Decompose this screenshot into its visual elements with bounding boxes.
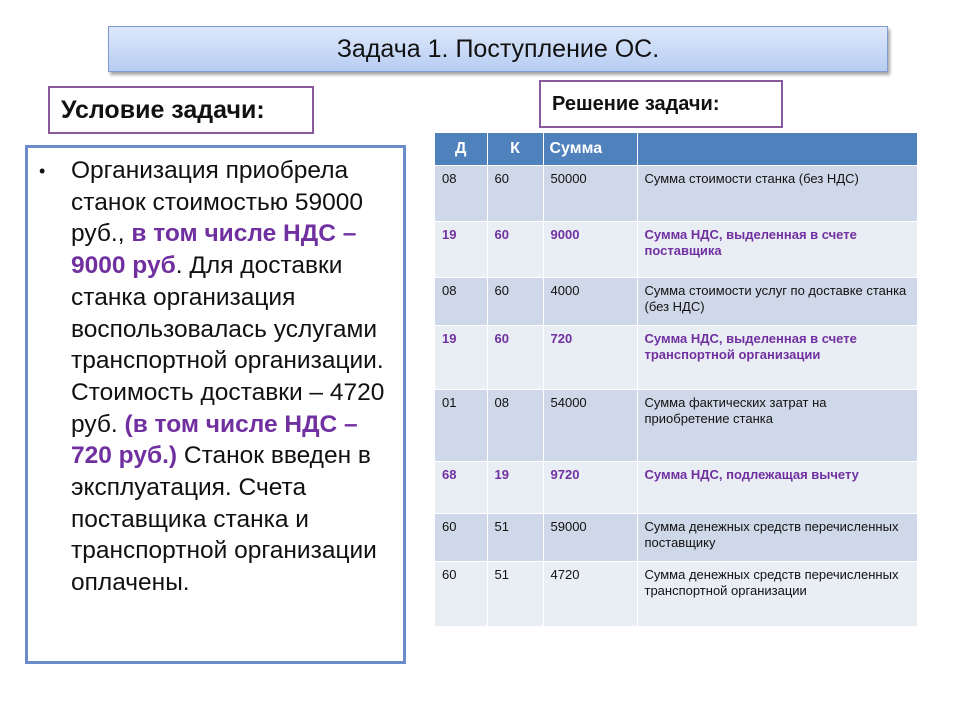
slide-title-text: Задача 1. Поступление ОС. — [336, 34, 660, 63]
cell-credit: 51 — [487, 514, 543, 562]
cell-description: Сумма НДС, выделенная в счете транспортной организации — [637, 326, 917, 390]
table-row — [435, 278, 917, 326]
table-row — [435, 390, 917, 462]
table-row — [435, 326, 917, 390]
header-sum: Сумма — [543, 133, 637, 166]
slide-title — [108, 26, 888, 72]
cell-description: Сумма стоимости услуг по доставке станка (без НДС) — [637, 278, 917, 326]
cell-description: Сумма фактических затрат на приобретение станка — [637, 390, 917, 462]
table-row — [435, 514, 917, 562]
condition-label-box — [48, 86, 314, 134]
cell-debit: 19 — [435, 222, 487, 278]
condition-text — [71, 155, 403, 599]
table-body — [435, 166, 917, 626]
cell-sum: 720 — [543, 326, 637, 390]
table-row — [435, 462, 917, 514]
cell-description: Сумма стоимости станка (без НДС) — [637, 166, 917, 222]
condition-text-part: Организация приобрела станок стоимостью 59000 руб., — [71, 157, 364, 248]
cell-debit: 19 — [435, 326, 487, 390]
cell-credit: 60 — [487, 222, 543, 278]
cell-description: Сумма НДС, выделенная в счете поставщика — [637, 222, 917, 278]
cell-debit: 08 — [435, 278, 487, 326]
condition-text-part: Станок введен в эксплуатация. Счета поставщика станка и транспортной организации оплачены. — [71, 442, 377, 597]
solution-label-box — [539, 80, 783, 128]
condition-text-highlight: в том числе НДС – 9000 руб — [71, 220, 357, 280]
condition-text-part: . Для доставки станка организация воспользовалась услугами транспортной организации. Стоимость доставки – 4720 руб. — [71, 252, 385, 438]
condition-label: Условие задачи: — [61, 95, 265, 124]
cell-description: Сумма денежных средств перечисленных транспортной организации — [637, 562, 917, 626]
header-credit: К — [487, 133, 543, 166]
cell-credit: 60 — [487, 278, 543, 326]
cell-debit: 60 — [435, 514, 487, 562]
cell-description: Сумма денежных средств перечисленных поставщику — [637, 514, 917, 562]
table-header-row — [435, 133, 917, 166]
cell-debit: 68 — [435, 462, 487, 514]
table-row — [435, 222, 917, 278]
cell-credit: 60 — [487, 326, 543, 390]
table-row — [435, 166, 917, 222]
cell-credit: 51 — [487, 562, 543, 626]
solution-table — [435, 133, 918, 626]
cell-description: Сумма НДС, подлежащая вычету — [637, 462, 917, 514]
cell-debit: 01 — [435, 390, 487, 462]
cell-sum: 4720 — [543, 562, 637, 626]
condition-box — [25, 145, 406, 664]
header-description — [637, 133, 917, 166]
cell-sum: 54000 — [543, 390, 637, 462]
table-row — [435, 562, 917, 626]
cell-credit: 60 — [487, 166, 543, 222]
cell-sum: 9720 — [543, 462, 637, 514]
condition-text-highlight: (в том числе НДС – 720 руб.) — [71, 410, 358, 470]
cell-sum: 9000 — [543, 222, 637, 278]
header-debit: Д — [435, 133, 487, 166]
cell-credit: 19 — [487, 462, 543, 514]
cell-credit: 08 — [487, 390, 543, 462]
cell-sum: 59000 — [543, 514, 637, 562]
cell-sum: 50000 — [543, 166, 637, 222]
cell-sum: 4000 — [543, 278, 637, 326]
cell-debit: 60 — [435, 562, 487, 626]
bullet-icon: • — [39, 161, 46, 181]
solution-label: Решение задачи: — [552, 92, 720, 115]
cell-debit: 08 — [435, 166, 487, 222]
